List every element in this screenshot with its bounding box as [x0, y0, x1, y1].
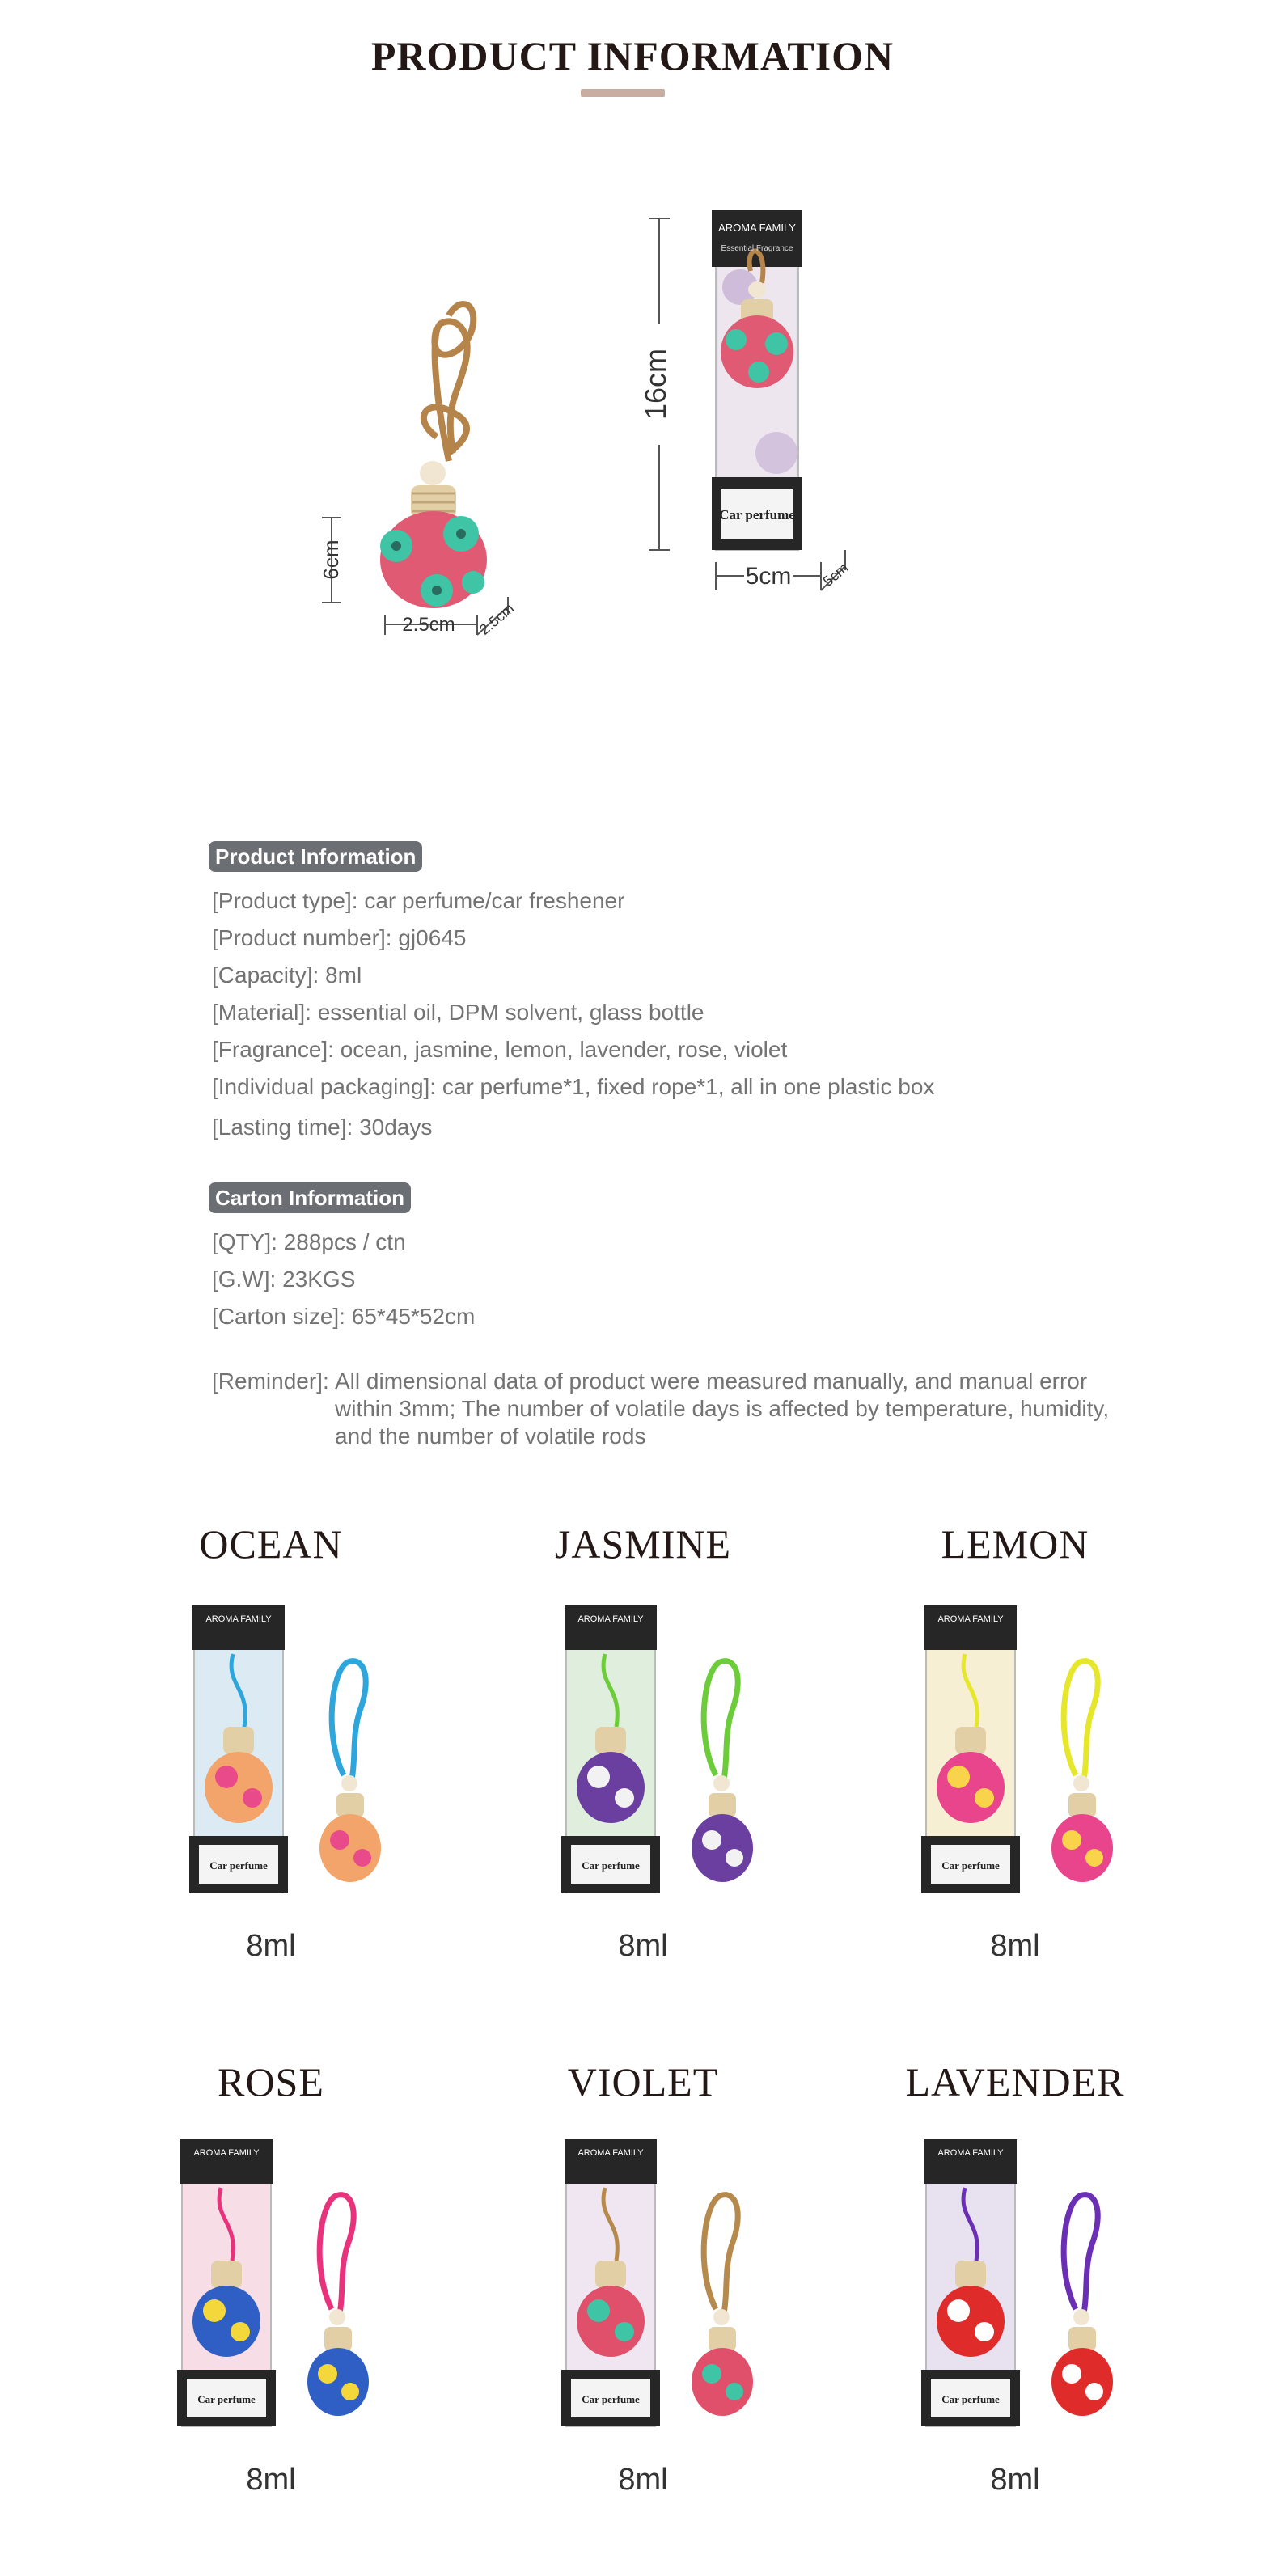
variant-flower — [231, 2322, 250, 2341]
product-info-line: [Individual packaging]: car perfume*1, fixed rope*1, all in one plastic box — [212, 1074, 935, 1099]
variant-name: OCEAN — [199, 1521, 343, 1567]
variant-bottle-body — [307, 2348, 369, 2416]
variant-flower — [975, 1788, 994, 1808]
variant-bottle — [1051, 2195, 1113, 2416]
reminder-line: All dimensional data of product were measured manually, and manual error — [335, 1368, 1088, 1394]
variant-capacity: 8ml — [246, 2463, 296, 2497]
variant-flower — [318, 2364, 337, 2384]
variant-box-label: Car perfume — [941, 1859, 1000, 1872]
variant-product-image — [918, 1605, 1128, 1905]
variant-flower — [726, 2383, 743, 2400]
product-info-line: [Lasting time]: 30days — [212, 1115, 433, 1140]
product-info-heading: Product Information — [209, 841, 422, 872]
variant-box — [189, 1605, 288, 1893]
variant-cap — [709, 2327, 736, 2351]
variant-name: LAVENDER — [905, 2059, 1125, 2104]
variant-cap — [595, 1727, 626, 1754]
variant-bead — [1073, 2309, 1089, 2325]
variant-cap — [223, 1727, 254, 1754]
box-illustration — [712, 210, 802, 550]
box-width-label: 5cm — [745, 563, 792, 590]
box-height-label: 16cm — [639, 348, 672, 421]
variant-box-label: Car perfume — [209, 1859, 268, 1872]
variant-box — [921, 1605, 1020, 1893]
carton-info-line: [G.W]: 23KGS — [212, 1267, 356, 1292]
variant-rope — [1064, 1661, 1098, 1779]
variant-flower — [587, 1766, 610, 1788]
page-title: PRODUCT INFORMATION — [370, 33, 895, 78]
variant-box-label: Car perfume — [941, 2393, 1000, 2405]
variant-rope — [704, 2195, 738, 2313]
variant-bead — [329, 2309, 345, 2325]
variant-bead — [1073, 1775, 1089, 1791]
variant-product-image — [174, 2139, 384, 2439]
variant-product-image — [558, 2139, 768, 2439]
variant-flower — [1062, 1830, 1081, 1850]
variant-bottle-body — [1051, 2348, 1113, 2416]
reminder-line: and the number of volatile rods — [335, 1423, 646, 1449]
bottle-height-label: 6cm — [319, 539, 343, 580]
variant-box-brand: AROMA FAMILY — [578, 1614, 644, 1624]
variant-bottle-body — [692, 2348, 753, 2416]
variant-box-brand: AROMA FAMILY — [193, 2148, 260, 2158]
bottle-depth-label: 2.5cm — [476, 599, 518, 638]
reminder-line: within 3mm; The number of volatile days is affected by temperature, humidity, — [335, 1396, 1110, 1421]
box-brand-label: AROMA FAMILY — [718, 222, 796, 234]
variant-flower — [243, 1788, 262, 1808]
title-underline — [581, 89, 665, 97]
product-dimension-diagram — [291, 210, 938, 776]
variant-box — [921, 2139, 1020, 2426]
variant-name: JASMINE — [554, 1521, 732, 1567]
variant-flower — [615, 2322, 634, 2341]
variant-cap — [1068, 2327, 1096, 2351]
variant-bottle-body — [692, 1814, 753, 1882]
reminder-label: [Reminder]: — [212, 1368, 329, 1394]
box-car-perfume-label: Car perfume — [719, 507, 795, 522]
variant-flower — [203, 2299, 226, 2322]
variant-flower — [726, 1849, 743, 1867]
variant-box-brand: AROMA FAMILY — [578, 2148, 644, 2158]
variant-box — [561, 1605, 660, 1893]
variant-bottle-body — [319, 1814, 381, 1882]
variant-flower — [330, 1830, 349, 1850]
variant-bottle — [1051, 1661, 1113, 1882]
variant-capacity: 8ml — [990, 1929, 1040, 1963]
variant-bottle-body — [577, 2286, 645, 2357]
variant-bead — [341, 1775, 358, 1791]
variant-capacity: 8ml — [618, 1929, 668, 1963]
variant-cap — [211, 2261, 242, 2288]
variant-flower — [947, 1766, 970, 1788]
variant-rope — [1064, 2195, 1098, 2313]
variant-flower — [702, 2364, 721, 2384]
variant-box-brand: AROMA FAMILY — [205, 1614, 272, 1624]
variant-capacity: 8ml — [990, 2463, 1040, 2497]
variant-cap — [709, 1793, 736, 1817]
bottle-illustration — [380, 304, 487, 608]
variant-bottle-body — [205, 1752, 273, 1823]
variant-box-brand: AROMA FAMILY — [937, 1614, 1004, 1624]
variant-box-brand: AROMA FAMILY — [937, 2148, 1004, 2158]
box-depth-label: 5cm — [819, 559, 852, 590]
product-info-line: [Product type]: car perfume/car freshener — [212, 888, 625, 913]
variant-box-label: Car perfume — [582, 2393, 640, 2405]
variant-rope — [332, 1661, 366, 1779]
variant-box-label: Car perfume — [197, 2393, 256, 2405]
variant-flower — [947, 2299, 970, 2322]
variant-product-image — [558, 1605, 768, 1905]
carton-info-line: [Carton size]: 65*45*52cm — [212, 1304, 476, 1329]
variant-cap — [955, 1727, 986, 1754]
variant-flower — [353, 1849, 371, 1867]
variant-bottle-body — [192, 2286, 260, 2357]
product-info-line: [Material]: essential oil, DPM solvent, glass bottle — [212, 1000, 704, 1025]
carton-info-line: [QTY]: 288pcs / ctn — [212, 1229, 406, 1254]
variant-cap — [336, 1793, 364, 1817]
variant-bead — [713, 2309, 730, 2325]
variant-flower — [1085, 2383, 1103, 2400]
variant-flower — [702, 1830, 721, 1850]
variant-capacity: 8ml — [246, 1929, 296, 1963]
product-info-line: [Fragrance]: ocean, jasmine, lemon, lavender, rose, violet — [212, 1037, 788, 1062]
bottle-width-label: 2.5cm — [402, 614, 455, 636]
variant-name: VIOLET — [567, 2059, 719, 2104]
variant-cap — [1068, 1793, 1096, 1817]
variant-rope — [319, 2195, 353, 2313]
variant-bottle-body — [1051, 1814, 1113, 1882]
variant-box — [177, 2139, 276, 2426]
variant-bottle — [692, 1661, 753, 1882]
variant-flower — [587, 2299, 610, 2322]
variant-cap — [595, 2261, 626, 2288]
variant-flower — [615, 1788, 634, 1808]
variant-box — [561, 2139, 660, 2426]
variant-product-image — [918, 2139, 1128, 2439]
variant-cap — [324, 2327, 352, 2351]
product-info-line: [Capacity]: 8ml — [212, 962, 362, 988]
variant-flower — [975, 2322, 994, 2341]
variant-flower — [215, 1766, 238, 1788]
variant-box-label: Car perfume — [582, 1859, 640, 1872]
variant-bottle-body — [937, 1752, 1005, 1823]
variant-bottle-body — [577, 1752, 645, 1823]
variant-rope — [704, 1661, 738, 1779]
carton-info-heading: Carton Information — [209, 1182, 411, 1213]
variant-flower — [1085, 1849, 1103, 1867]
variant-name: LEMON — [941, 1521, 1089, 1567]
variant-flower — [1062, 2364, 1081, 2384]
variant-bottle — [692, 2195, 753, 2416]
variant-product-image — [186, 1605, 396, 1905]
variant-bead — [713, 1775, 730, 1791]
variant-bottle — [319, 1661, 381, 1882]
box-subtitle-label: Essential Fragrance — [721, 244, 793, 253]
product-info-line: [Product number]: gj0645 — [212, 925, 467, 950]
variant-flower — [341, 2383, 359, 2400]
variant-name: ROSE — [218, 2059, 324, 2104]
variant-capacity: 8ml — [618, 2463, 668, 2497]
variant-bottle — [307, 2195, 369, 2416]
variant-cap — [955, 2261, 986, 2288]
variant-bottle-body — [937, 2286, 1005, 2357]
